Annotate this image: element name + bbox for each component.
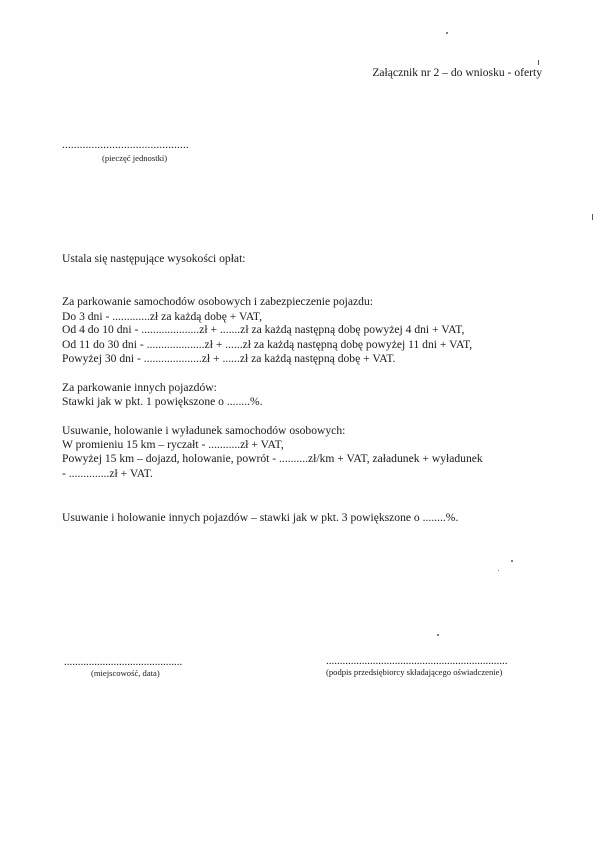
section2-title: Za parkowanie innych pojazdów: <box>62 381 217 394</box>
section1-line: Od 4 do 10 dni - ....................zł + .......zł za każdą następną dobę powyżej 4 dni + VAT, <box>62 323 465 336</box>
scan-speck <box>498 570 499 571</box>
section4-text: Usuwanie i holowanie innych pojazdów – stawki jak w pkt. 3 powiększone o ........%. <box>62 511 459 524</box>
scan-speck <box>592 214 593 220</box>
section3-line: W promieniu 15 km – ryczałt - ...........zł + VAT, <box>62 438 284 451</box>
section1-line: Powyżej 30 dni - ....................zł + ......zł za każdą następną dobę + VAT. <box>62 352 396 365</box>
section1-title: Za parkowanie samochodów osobowych i zabezpieczenie pojazdu: <box>62 295 373 308</box>
scan-speck <box>511 560 513 562</box>
signature-label: (podpis przedsiębiorcy składającego oświadczenie) <box>326 667 503 677</box>
scan-speck <box>446 32 448 34</box>
seal-dotted-line: ........................................... <box>62 139 189 151</box>
place-date-label: (miejscowość, data) <box>91 668 160 678</box>
place-date-dotted-line: ........................................... <box>64 656 183 668</box>
signature-dotted-line: .................................................................. <box>326 655 508 667</box>
section3-line: Powyżej 15 km – dojazd, holowanie, powrót - ..........zł/km + VAT, załadunek + wyładunek <box>62 452 483 465</box>
annex-header: Załącznik nr 2 – do wniosku - oferty <box>372 66 542 79</box>
section1-line: Do 3 dni - .............zł za każdą dobę + VAT, <box>62 310 263 323</box>
section2-line: Stawki jak w pkt. 1 powiększone o ........%. <box>62 395 263 408</box>
intro-text: Ustala się następujące wysokości opłat: <box>62 252 246 265</box>
section1-line: Od 11 do 30 dni - ....................zł + ......zł za każdą następną dobę powyżej 11 dni + VAT, <box>62 338 473 351</box>
section3-title: Usuwanie, holowanie i wyładunek samochodów osobowych: <box>62 424 346 437</box>
scan-speck <box>437 634 439 636</box>
scan-speck <box>538 60 539 65</box>
seal-label: (pieczęć jednostki) <box>102 153 168 163</box>
section3-line: - ..............zł + VAT. <box>62 467 153 480</box>
